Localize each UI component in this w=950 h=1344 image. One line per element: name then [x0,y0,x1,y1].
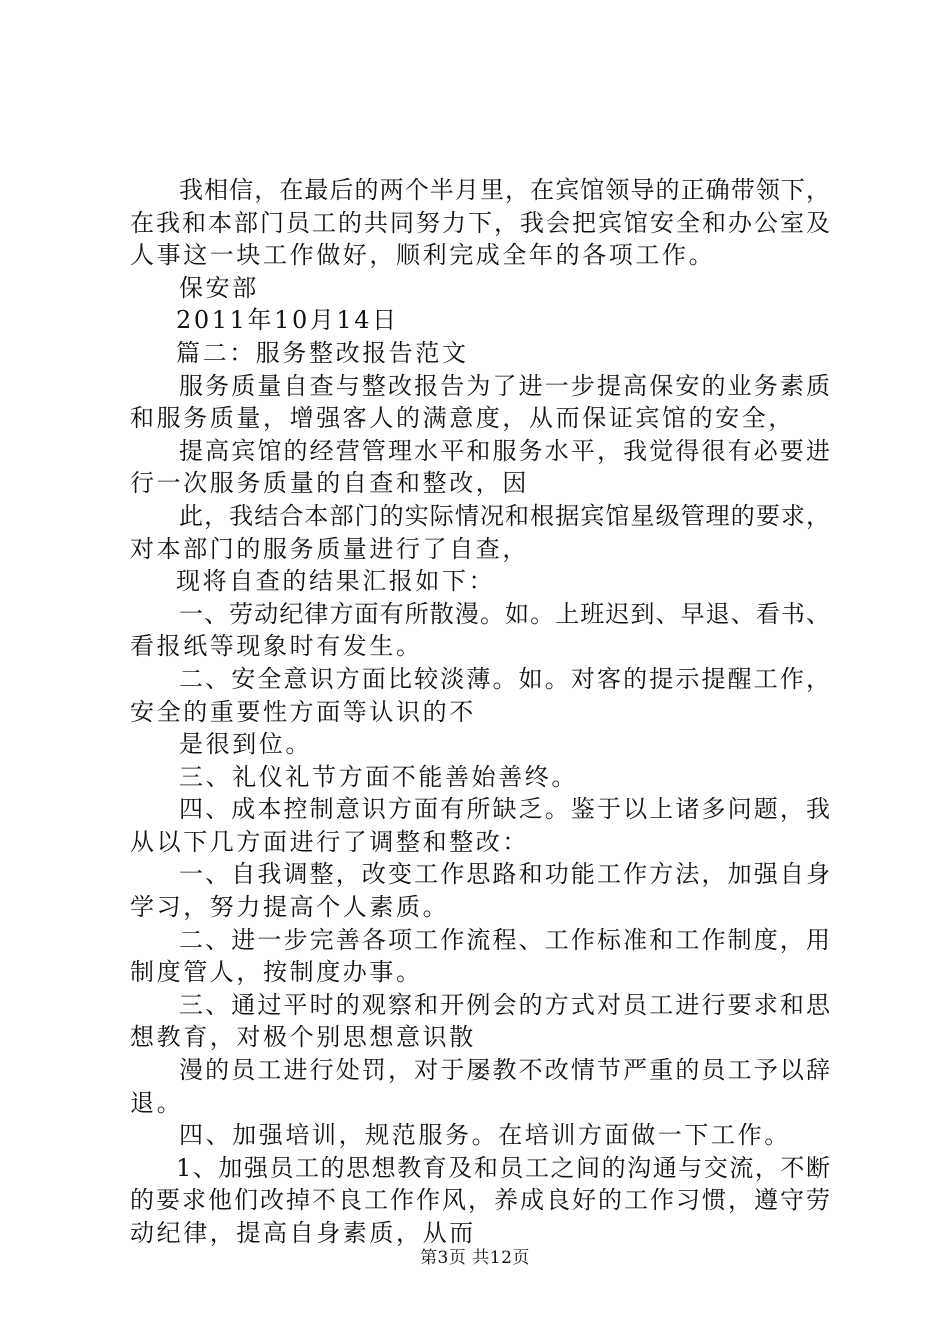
text-line: 二、进一步完善各项工作流程、工作标准和工作制度，用 [179,925,830,954]
text-line: 和服务质量，增强客人的满意度，从而保证宾馆的安全， [130,404,795,433]
text-line: 保安部 [179,273,259,302]
text-line: 一、劳动纪律方面有所散漫。如。上班迟到、早退、看书、 [179,599,830,628]
text-line: 想教育，对极个别思想意识散 [130,1023,476,1052]
text-line: 是很到位。 [179,730,312,759]
text-line: 1、加强员工的思想教育及和员工之间的沟通与交流，不断 [176,1153,830,1182]
document-body [130,174,830,1250]
text-line: 二、安全意识方面比较淡薄。如。对客的提示提醒工作， [179,664,830,693]
text-line: 制度管人，按制度办事。 [130,958,423,987]
text-line: 动纪律，提高自身素质，从而 [130,1219,476,1247]
text-line: 现将自查的结果汇报如下： [176,567,496,596]
text-line: 从以下几方面进行了调整和整改： [130,827,529,856]
text-line: 三、通过平时的观察和开例会的方式对员工进行要求和思 [179,990,830,1019]
text-line: 我相信，在最后的两个半月里，在宾馆领导的正确带领下， [179,176,830,204]
text-line: 看报纸等现象时有发生。 [130,632,423,661]
text-line: 行一次服务质量的自查和整改，因 [130,469,529,498]
text-line: 退。 [130,1088,184,1117]
text-line: 对本部门的服务质量进行了自查， [130,534,529,563]
text-line: 学习，努力提高个人素质。 [130,893,450,922]
text-line: 此，我结合本部门的实际情况和根据宾馆星级管理的要求， [179,501,830,530]
text-line: 2011年10月14日 [176,306,399,335]
text-line: 在我和本部门员工的共同努力下，我会把宾馆安全和办公室及 [130,208,830,237]
text-line: 人事这一块工作做好，顺利完成全年的各项工作。 [130,241,716,270]
text-line: 一、自我调整，改变工作思路和功能工作方法，加强自身 [179,860,830,889]
text-line: 四、成本控制意识方面有所缺乏。鉴于以上诸多问题，我 [179,795,830,824]
text-line: 服务质量自查与整改报告为了进一步提高保安的业务素质 [179,371,830,400]
text-line: 漫的员工进行处罚，对于屡教不改情节严重的员工予以辞 [179,1056,830,1085]
text-line: 的要求他们改掉不良工作作风，养成良好的工作习惯，遵守劳 [130,1186,830,1215]
text-line: 四、加强培训，规范服务。在培训方面做一下工作。 [179,1121,791,1150]
text-line: 安全的重要性方面等认识的不 [130,697,476,726]
text-line: 提高宾馆的经营管理水平和服务水平，我觉得很有必要进 [179,436,830,465]
page-footer: 第3页 共12页 [420,1248,530,1268]
text-line: 三、礼仪礼节方面不能善始善终。 [179,762,578,791]
text-line: 篇二：服务整改报告范文 [176,338,469,367]
